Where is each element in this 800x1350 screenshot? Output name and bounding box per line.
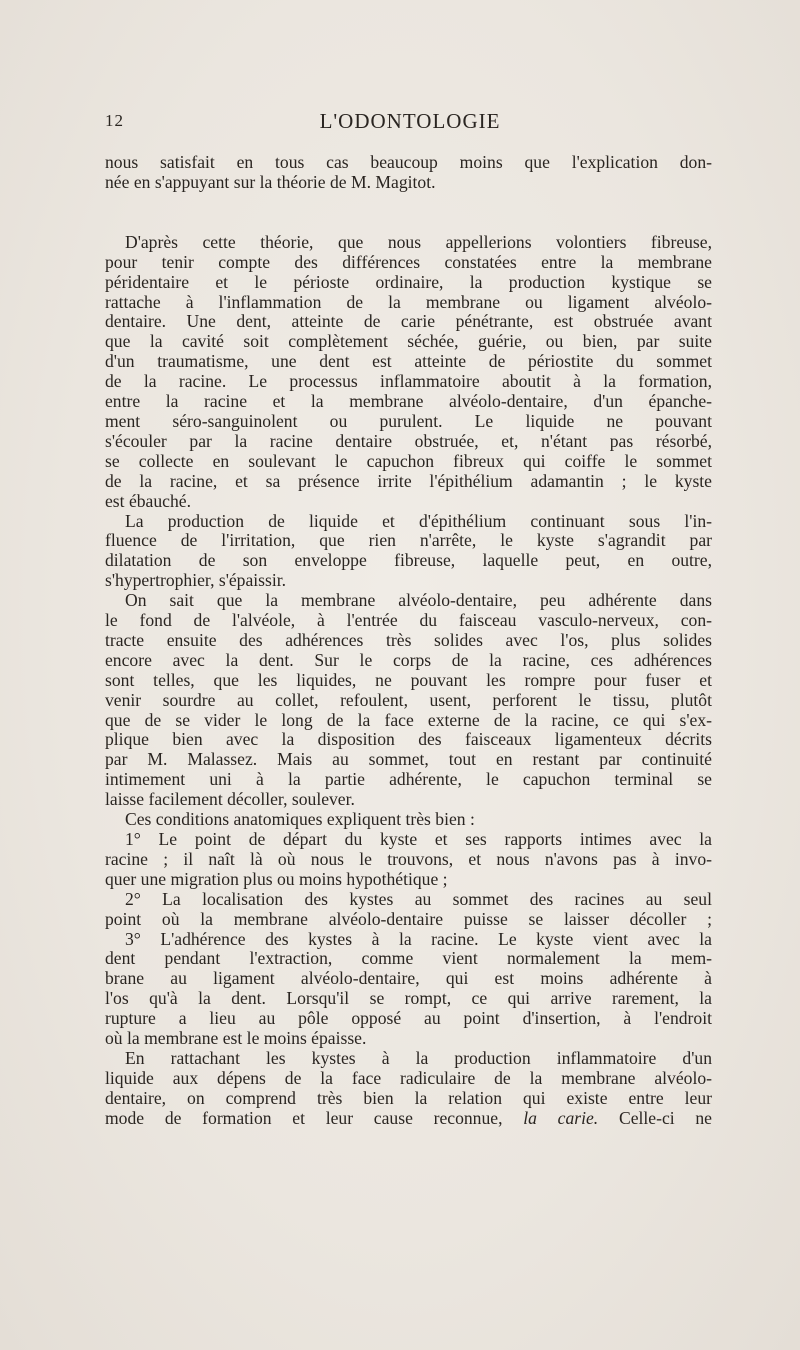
text-line: dentaire. Une dent, atteinte de carie pénétrante, est obstruée avant: [105, 311, 712, 332]
text-line: En rattachant les kystes à la production inflammatoire d'un: [125, 1047, 712, 1068]
text-line: ment séro-sanguinolent ou purulent. Le liquide ne pouvant: [105, 410, 712, 431]
text-line: encore avec la dent. Sur le corps de la racine, ces adhérences: [105, 649, 712, 670]
text-line: venir sourdre au collet, refoulent, usent, perforent le tissu, plutôt: [105, 689, 712, 710]
text-line: Ces conditions anatomiques expliquent très bien :: [125, 809, 475, 830]
list-item-line: quer une migration plus ou moins hypothétique ;: [105, 868, 448, 889]
page-header: [105, 109, 715, 135]
text-line: que la cavité soit complètement séchée, guérie, ou bien, par suite: [105, 331, 712, 352]
text-line: La production de liquide et d'épithélium continuant sous l'in-: [125, 510, 712, 531]
text-line: intimement uni à la partie adhérente, le capuchon terminal se: [105, 769, 712, 790]
text-line: de la racine, et sa présence irrite l'épithélium adamantin ; le kyste: [105, 470, 712, 491]
list-item-line: dent pendant l'extraction, comme vient normalement la mem-: [105, 948, 712, 969]
text-line: tracte ensuite des adhérences très solides avec l'os, plus solides: [105, 629, 712, 650]
list-item-line: l'os qu'à la dent. Lorsqu'il se rompt, ce qui arrive rarement, la: [105, 988, 712, 1009]
text-line: On sait que la membrane alvéolo-dentaire, peu adhérente dans: [125, 590, 712, 611]
text-line: entre la racine et la membrane alvéolo-dentaire, d'un épanche-: [105, 391, 712, 412]
text-line: s'écouler par la racine dentaire obstruée, et, n'étant pas résorbé,: [105, 430, 712, 451]
text-line: se collecte en soulevant le capuchon fibreux qui coiffe le sommet: [105, 450, 712, 471]
text-segment: mode de formation et leur cause reconnue,: [105, 1107, 503, 1128]
text-line: par M. Malassez. Mais au sommet, tout en restant par continuité: [105, 749, 712, 770]
text-segment: Celle-ci ne: [618, 1107, 712, 1128]
text-line: nous satisfait en tous cas beaucoup moins que l'explication don-: [105, 152, 712, 172]
text-line: rattache à l'inflammation de la membrane ou ligament alvéolo-: [105, 291, 712, 312]
text-line: née en s'appuyant sur la théorie de M. Magitot.: [105, 171, 436, 192]
list-item-line: où la membrane est le moins épaisse.: [105, 1028, 367, 1049]
list-item-line: 1° Le point de départ du kyste et ses rapports intimes avec la: [125, 829, 712, 849]
italic-term: la carie.: [523, 1107, 599, 1128]
text-line: dentaire, on comprend très bien la relation qui existe entre leur: [105, 1087, 712, 1108]
list-item-line: brane au ligament alvéolo-dentaire, qui est moins adhérente à: [105, 968, 712, 989]
text-line: plique bien avec la disposition des faisceaux ligamenteux décrits: [105, 729, 712, 750]
list-item-line: racine ; il naît là où nous le trouvons, et nous n'avons pas à invo-: [105, 848, 712, 869]
text-line: liquide aux dépens de la face radiculaire de la membrane alvéolo-: [105, 1067, 712, 1088]
list-item-line: point où la membrane alvéolo-dentaire puisse se laisser décoller ;: [105, 908, 712, 929]
running-title: L'ODONTOLOGIE: [319, 109, 501, 133]
list-item-line: 3° L'adhérence des kystes à la racine. Le kyste vient avec la: [125, 928, 712, 949]
text-line: le fond de l'alvéole, à l'entrée du faisceau vasculo-nerveux, con-: [105, 610, 712, 631]
text-line: sont telles, que les liquides, ne pouvant les rompre pour fuser et: [105, 669, 712, 690]
text-line: de la racine. Le processus inflammatoire aboutit à la formation,: [105, 371, 712, 392]
text-line: péridentaire et le périoste ordinaire, la production kystique se: [105, 271, 712, 292]
text-line: dilatation de son enveloppe fibreuse, laquelle peut, en outre,: [105, 550, 712, 571]
body-text: [105, 153, 712, 1129]
text-line: [105, 1109, 712, 1129]
text-line: D'après cette théorie, que nous appellerions volontiers fibreuse,: [125, 231, 712, 252]
text-line: pour tenir compte des différences constatées entre la membrane: [105, 251, 712, 272]
text-line: s'hypertrophier, s'épaissir.: [105, 570, 287, 591]
text-line: fluence de l'irritation, que rien n'arrête, le kyste s'agrandit par: [105, 530, 712, 551]
text-line: d'un traumatisme, une dent est atteinte de périostite du sommet: [105, 351, 712, 372]
text-line: que de se vider le long de la face externe de la racine, ce qui s'ex-: [105, 709, 712, 730]
text-line: est ébauché.: [105, 490, 191, 511]
text-line: laisse facilement décoller, soulever.: [105, 789, 355, 810]
page-number: 12: [105, 111, 124, 130]
list-item-line: 2° La localisation des kystes au sommet des racines au seul: [125, 888, 712, 909]
list-item-line: rupture a lieu au pôle opposé au point d'insertion, à l'endroit: [105, 1008, 712, 1029]
